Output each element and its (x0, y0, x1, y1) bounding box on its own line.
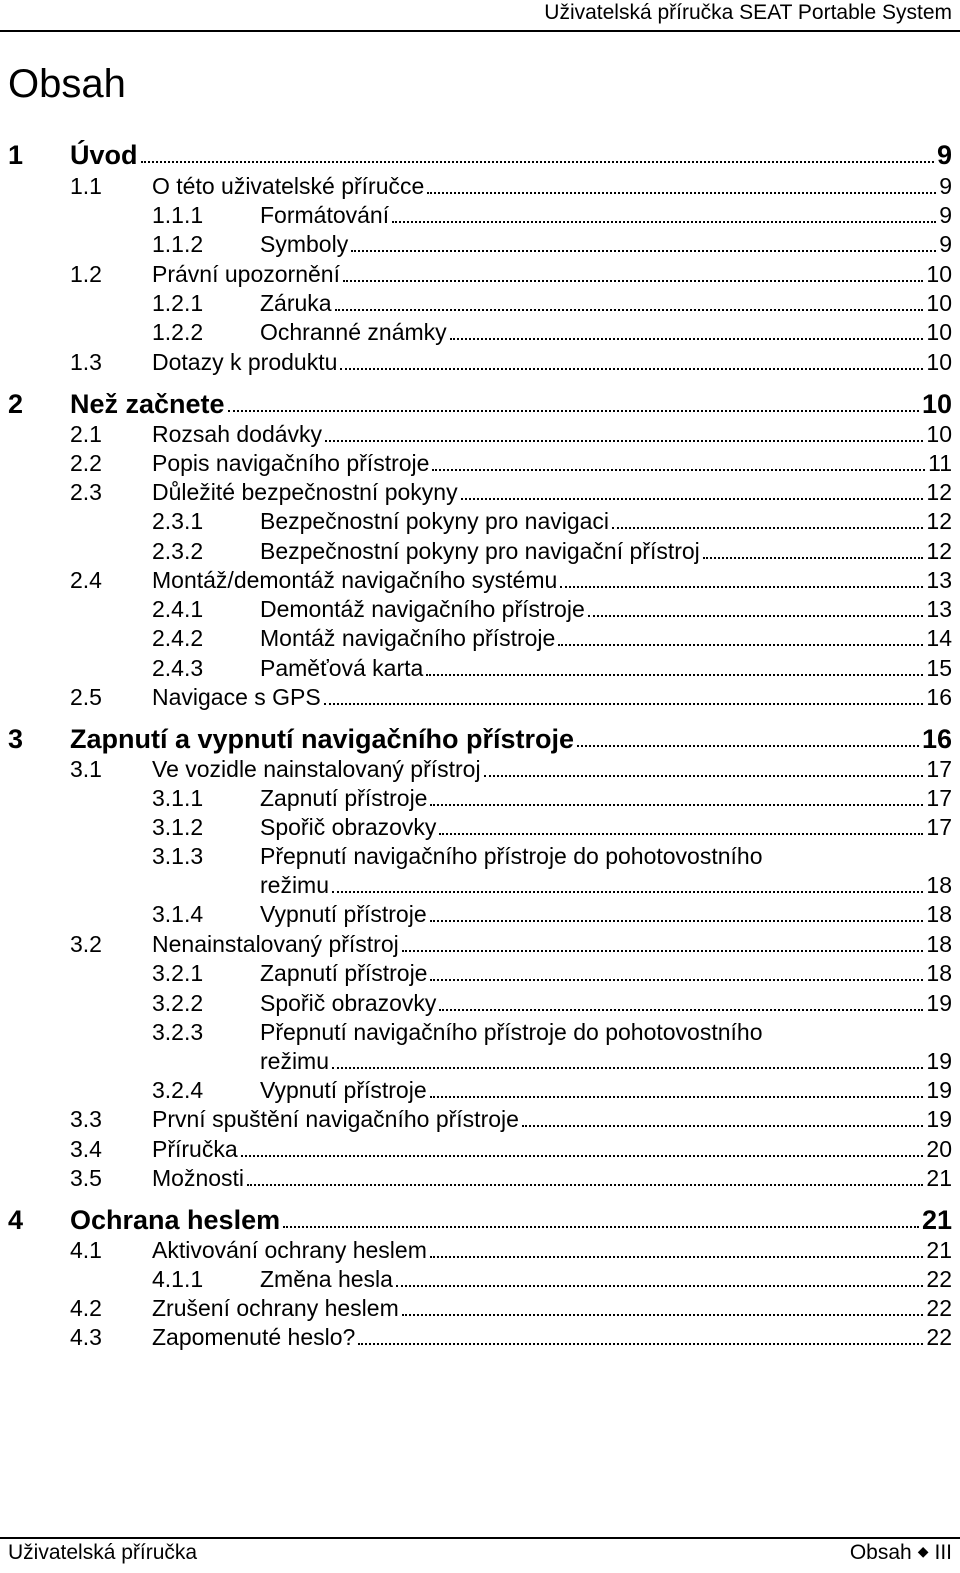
toc-entry-title-wrap (260, 899, 427, 929)
toc-entry[interactable] (0, 1075, 960, 1105)
toc-entry[interactable] (0, 682, 960, 712)
footer-page-info (850, 1541, 952, 1565)
toc-entry-page: 10 (926, 319, 952, 345)
toc-entry-title-wrap (152, 477, 458, 507)
toc-entry-page: 17 (926, 756, 952, 782)
toc-entry-page: 19 (926, 1077, 952, 1103)
toc-entry-number: 2.4.3 (152, 655, 204, 681)
toc-entry-number: 1.1 (70, 173, 102, 199)
toc-entry-title-wrap (152, 1134, 238, 1164)
toc-entry-title: Zapnutí a vypnutí navigačního přístroje (70, 724, 575, 754)
toc-entry-title-wrap (152, 1235, 427, 1265)
toc-entry-title-wrap (260, 783, 427, 813)
toc-entry-page: 9 (939, 202, 952, 228)
toc-entry[interactable] (0, 477, 960, 507)
toc-entry-title-wrap (152, 419, 322, 449)
toc-entry-title: Nenainstalovaný přístroj (152, 931, 399, 957)
toc-entry-title: Ochrana heslem (70, 1205, 281, 1235)
toc-entry-page: 12 (926, 538, 952, 564)
toc-dot-leader (324, 703, 924, 705)
toc-dot-leader (332, 891, 923, 893)
toc-entry-number: 2.4 (70, 567, 102, 593)
toc-entry-title: Ochranné známky (260, 319, 447, 345)
toc-entry[interactable] (0, 259, 960, 289)
toc-dot-leader (439, 1009, 923, 1011)
toc-entry-number: 3.2.4 (152, 1077, 204, 1103)
toc-entry-title-wrap (152, 259, 340, 289)
toc-dot-leader (402, 1314, 924, 1316)
toc-dot-leader (588, 615, 924, 617)
header-title: Uživatelská příručka SEAT Portable System (544, 1, 952, 24)
toc-entry-title-wrap (70, 389, 225, 419)
footer-section: Obsah (849, 1541, 912, 1564)
toc-entry-title-wrap (260, 958, 427, 988)
toc-entry[interactable] (0, 754, 960, 784)
toc-entry-number: 2.3.1 (152, 508, 204, 534)
toc-entry[interactable] (0, 317, 960, 347)
toc-entry-title: Úvod (70, 140, 138, 170)
toc-entry-title: Možnosti (152, 1165, 245, 1191)
toc-entry-number: 2.4.1 (152, 596, 204, 622)
toc-entry-title: Montáž/demontáž navigačního systému (152, 567, 558, 593)
toc-entry-continuation[interactable] (0, 870, 960, 900)
toc-dot-leader (426, 674, 923, 676)
toc-entry-number: 1 (8, 140, 24, 170)
toc-entry-number: 2.3.2 (152, 538, 204, 564)
toc-entry[interactable] (0, 1264, 960, 1294)
toc-entry-page: 19 (926, 1048, 952, 1074)
toc-entry-number: 1.2.1 (152, 290, 204, 316)
toc-entry-page: 19 (926, 990, 952, 1016)
toc-entry[interactable] (0, 1017, 960, 1047)
toc-entry-number: 3.3 (70, 1106, 102, 1132)
toc-entry-title: Formátování (260, 202, 390, 228)
toc-entry-page: 10 (921, 389, 952, 419)
toc-dot-leader (430, 920, 924, 922)
toc-entry-page: 9 (939, 231, 952, 257)
toc-entry-title-wrap (70, 140, 138, 170)
toc-entry-title: O této uživatelské příručce (152, 173, 425, 199)
toc-entry-number: 1.2 (70, 261, 102, 287)
toc-entry-number: 2.4.2 (152, 625, 204, 651)
toc-entry-title-wrap (70, 724, 574, 754)
toc-dot-leader (430, 1256, 924, 1258)
toc-dot-leader (402, 950, 924, 952)
toc-entry-title-wrap (152, 1104, 519, 1134)
toc-entry-title: Přepnutí navigačního přístroje do pohotovostního (260, 843, 763, 869)
toc-entry-title-wrap (260, 1017, 763, 1047)
toc-entry-title-wrap (152, 171, 424, 201)
toc-entry-title-wrap (260, 1075, 427, 1105)
toc-entry-title: Než začnete (70, 389, 225, 419)
toc-entry-title: Aktivování ochrany heslem (152, 1237, 427, 1263)
toc-entry[interactable] (0, 229, 960, 259)
toc-entry-title-wrap (152, 929, 399, 959)
toc-entry-page: 22 (926, 1266, 952, 1292)
toc-entry-title-wrap (260, 288, 332, 318)
toc-entry-number: 1.1.1 (152, 202, 204, 228)
toc-entry-title: Rozsah dodávky (152, 421, 323, 447)
page-footer (0, 1537, 960, 1573)
toc-dot-leader (247, 1184, 923, 1186)
toc-entry[interactable] (0, 200, 960, 230)
toc-dot-leader (343, 280, 923, 282)
toc-dot-leader (241, 1155, 924, 1157)
toc-entry-number: 3.1.2 (152, 814, 204, 840)
toc-entry-page: 13 (926, 567, 952, 593)
toc-entry-number: 4.1 (70, 1237, 102, 1263)
toc-dot-leader (358, 1343, 923, 1345)
toc-entry-title: Paměťová karta (260, 655, 424, 681)
toc-entry[interactable] (0, 419, 960, 449)
toc-entry-title-wrap (260, 812, 436, 842)
toc-entry-title-wrap (260, 594, 585, 624)
toc-dot-leader (228, 410, 919, 412)
toc-dot-leader (335, 309, 924, 311)
toc-dot-leader (450, 338, 924, 340)
toc-dot-leader (430, 979, 923, 981)
toc-entry[interactable] (0, 1104, 960, 1134)
toc-entry-number: 3.4 (70, 1136, 102, 1162)
toc-entry-title: Symboly (260, 231, 349, 257)
page-title: Obsah (8, 62, 126, 106)
toc-entry-number: 1.1.2 (152, 231, 204, 257)
toc-entry[interactable] (0, 1235, 960, 1265)
toc-entry-page: 18 (926, 872, 952, 898)
toc-entry-title-wrap (260, 653, 423, 683)
toc-dot-leader (325, 440, 923, 442)
toc-entry-title-wrap (70, 1205, 280, 1235)
toc-entry-title-wrap (152, 682, 321, 712)
toc-entry-title-wrap (152, 1322, 355, 1352)
toc-dot-leader (283, 1226, 919, 1228)
toc-dot-leader (351, 250, 936, 252)
toc-entry[interactable] (0, 958, 960, 988)
toc-entry-page: 10 (926, 290, 952, 316)
toc-dot-leader (522, 1125, 923, 1127)
toc-dot-leader (703, 557, 924, 559)
toc-dot-leader (430, 1096, 924, 1098)
toc-entry-page: 22 (926, 1295, 952, 1321)
toc-entry[interactable] (0, 1293, 960, 1323)
toc-entry-number: 3.1.4 (152, 901, 204, 927)
toc-entry-page: 16 (921, 724, 952, 754)
toc-entry-title: Bezpečnostní pokyny pro navigaci (260, 508, 610, 534)
toc-entry-page: 10 (926, 349, 952, 375)
toc-entry-title-wrap (260, 841, 763, 871)
toc-entry-page: 21 (926, 1237, 952, 1263)
toc-entry-title-continued: režimu (260, 872, 330, 898)
toc-entry-page: 18 (926, 960, 952, 986)
toc-dot-leader (141, 161, 934, 163)
footer-document-name: Uživatelská příručka (8, 1541, 198, 1564)
toc-entry-page: 13 (926, 596, 952, 622)
toc-entry-number: 3.5 (70, 1165, 102, 1191)
toc-entry[interactable] (0, 347, 960, 377)
toc-entry-number: 3.2.2 (152, 990, 204, 1016)
toc-entry-page: 11 (928, 450, 952, 476)
toc-entry-page: 14 (926, 625, 952, 651)
toc-entry-number: 4.2 (70, 1295, 102, 1321)
toc-entry[interactable] (0, 536, 960, 566)
toc-entry-number: 2.3 (70, 479, 102, 505)
toc-entry-title: Ve vozidle nainstalovaný přístroj (152, 756, 481, 782)
toc-entry-title-wrap (260, 623, 555, 653)
toc-entry-page: 21 (921, 1205, 952, 1235)
toc-entry-page: 12 (926, 479, 952, 505)
toc-entry[interactable] (0, 288, 960, 318)
toc-entry-page: 21 (926, 1165, 952, 1191)
toc-entry-title: Vypnutí přístroje (260, 1077, 427, 1103)
toc-entry-title-wrap (152, 1293, 399, 1323)
toc-entry-title: Zapnutí přístroje (260, 960, 428, 986)
toc-entry-page: 15 (926, 655, 952, 681)
toc-entry-number: 4.3 (70, 1324, 102, 1350)
toc-entry-number: 1.2.2 (152, 319, 204, 345)
toc-entry-title: První spuštění navigačního přístroje (152, 1106, 519, 1132)
toc-entry-title-wrap (260, 317, 447, 347)
toc-entry[interactable] (0, 653, 960, 683)
toc-entry-title-wrap (260, 536, 700, 566)
toc-dot-leader (340, 368, 923, 370)
toc-entry-continuation[interactable] (0, 1046, 960, 1076)
toc-dot-leader (396, 1285, 923, 1287)
toc-entry[interactable] (0, 988, 960, 1018)
toc-entry[interactable] (0, 171, 960, 201)
toc-dot-leader (430, 804, 923, 806)
toc-entry[interactable] (0, 899, 960, 929)
toc-entry-page: 12 (926, 508, 952, 534)
toc-entry-page: 10 (926, 261, 952, 287)
toc-entry-title-wrap (260, 506, 609, 536)
toc-entry-number: 3.2 (70, 931, 102, 957)
toc-entry[interactable] (0, 1322, 960, 1352)
toc-entry-number: 3 (8, 724, 24, 754)
toc-dot-leader (427, 192, 936, 194)
toc-entry[interactable] (0, 1134, 960, 1164)
toc-entry-number: 3.2.3 (152, 1019, 204, 1045)
toc-entry-title: Příručka (152, 1136, 238, 1162)
toc-entry-number: 2 (8, 389, 24, 419)
toc-entry-page: 17 (926, 814, 952, 840)
toc-entry-title-wrap (152, 754, 481, 784)
toc-entry-number: 3.1.1 (152, 785, 204, 811)
toc-entry[interactable] (0, 140, 960, 170)
toc-entry-title-wrap (152, 347, 337, 377)
toc-entry[interactable] (0, 812, 960, 842)
toc-dot-leader (484, 775, 924, 777)
toc-entry-title: Demontáž navigačního přístroje (260, 596, 585, 622)
toc-entry[interactable] (0, 783, 960, 813)
toc-entry-title-wrap (152, 565, 557, 595)
toc-entry-title: Záruka (260, 290, 332, 316)
toc-entry-number: 2.1 (70, 421, 102, 447)
toc-dot-leader (461, 498, 924, 500)
toc-entry-number: 1.3 (70, 349, 102, 375)
footer-page-number: III (934, 1541, 952, 1564)
toc-entry-title: Zrušení ochrany heslem (152, 1295, 399, 1321)
toc-entry-page: 16 (926, 684, 952, 710)
toc-entry-title: Zapnutí přístroje (260, 785, 428, 811)
toc-entry[interactable] (0, 929, 960, 959)
toc-entry-page: 17 (926, 785, 952, 811)
toc-entry-title-wrap (260, 1264, 393, 1294)
toc-entry-title: Vypnutí přístroje (260, 901, 427, 927)
toc-entry-page: 18 (926, 931, 952, 957)
toc-entry-title: Bezpečnostní pokyny pro navigační přístroj (260, 538, 700, 564)
page-header (0, 0, 960, 32)
toc-dot-leader (392, 221, 936, 223)
toc-entry-number: 2.2 (70, 450, 102, 476)
toc-entry-title-wrap (260, 988, 436, 1018)
toc-dot-leader (560, 586, 923, 588)
toc-entry-number: 2.5 (70, 684, 102, 710)
toc-entry[interactable] (0, 623, 960, 653)
toc-entry[interactable] (0, 506, 960, 536)
toc-entry-number: 3.1.3 (152, 843, 204, 869)
toc-entry[interactable] (0, 389, 960, 419)
diamond-separator-icon: ◆ (917, 1543, 929, 1559)
toc-entry-title-wrap (260, 870, 329, 900)
toc-entry-number: 4 (8, 1205, 24, 1235)
toc-entry[interactable] (0, 448, 960, 478)
toc-entry-number: 3.2.1 (152, 960, 204, 986)
toc-entry-number: 3.1 (70, 756, 102, 782)
toc-entry[interactable] (0, 565, 960, 595)
toc-entry[interactable] (0, 841, 960, 871)
toc-entry-title: Důležité bezpečnostní pokyny (152, 479, 458, 505)
toc-entry-title: Dotazy k produktu (152, 349, 338, 375)
toc-entry-page: 22 (926, 1324, 952, 1350)
toc-entry[interactable] (0, 724, 960, 754)
toc-entry-title-wrap (152, 448, 429, 478)
toc-entry-title-wrap (260, 229, 348, 259)
toc-entry-page: 10 (926, 421, 952, 447)
toc-entry-page: 9 (939, 173, 952, 199)
toc-entry-title: Spořič obrazovky (260, 814, 437, 840)
toc-entry-number: 4.1.1 (152, 1266, 204, 1292)
toc-entry-page: 18 (926, 901, 952, 927)
toc-entry-title: Popis navigačního přístroje (152, 450, 430, 476)
toc-dot-leader (332, 1067, 923, 1069)
toc-entry-title-wrap (152, 1163, 244, 1193)
toc-entry-title: Montáž navigačního přístroje (260, 625, 556, 651)
toc-entry-title: Právní upozornění (152, 261, 340, 287)
toc-dot-leader (432, 469, 925, 471)
toc-entry-title: Navigace s GPS (152, 684, 321, 710)
toc-entry-page: 19 (926, 1106, 952, 1132)
toc-entry-title-continued: režimu (260, 1048, 330, 1074)
toc-entry-page: 20 (926, 1136, 952, 1162)
toc-entry[interactable] (0, 1163, 960, 1193)
toc-entry-title: Zapomenuté heslo? (152, 1324, 356, 1350)
toc-entry[interactable] (0, 594, 960, 624)
toc-dot-leader (577, 745, 919, 747)
toc-dot-leader (558, 644, 923, 646)
toc-entry[interactable] (0, 1205, 960, 1235)
toc-entry-page: 9 (936, 140, 952, 170)
toc-entry-title: Přepnutí navigačního přístroje do pohotovostního (260, 1019, 763, 1045)
toc-dot-leader (612, 527, 923, 529)
toc-dot-leader (439, 833, 923, 835)
toc-entry-title-wrap (260, 200, 389, 230)
toc-entry-title-wrap (260, 1046, 329, 1076)
toc-entry-title: Spořič obrazovky (260, 990, 437, 1016)
toc-entry-title: Změna hesla (260, 1266, 393, 1292)
